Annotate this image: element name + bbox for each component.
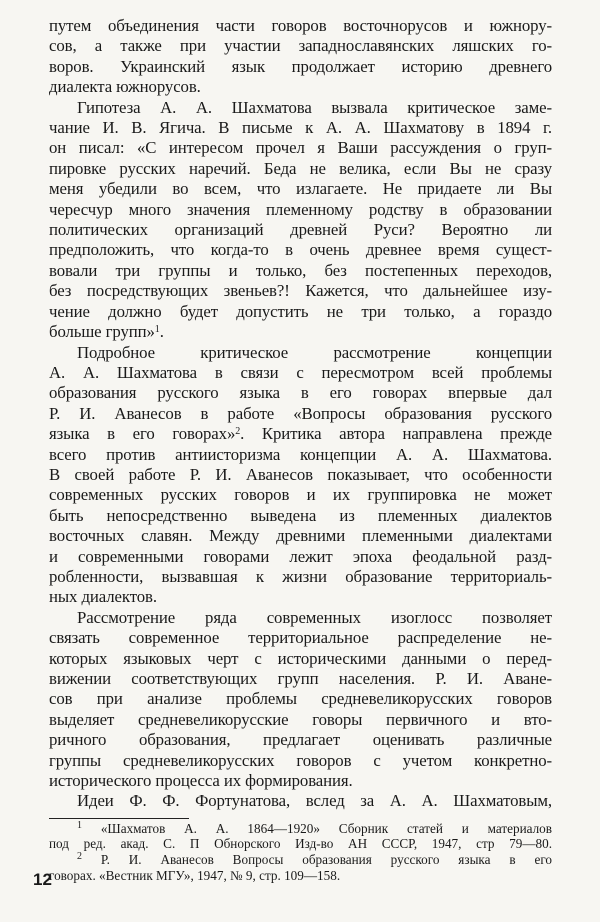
text-line: он писал: «С интересом прочел я Ваши рассуждения о груп- [49,138,552,158]
text-line: чересчур много значения племенному родству в образовании [49,199,552,219]
text-line: предположить, что когда-то в очень древнее время сущест- [49,240,552,260]
text-line: диалекта южнорусов. [49,77,201,97]
main-text [49,16,552,812]
text-line [49,424,552,444]
text-line: больше групп»$^1$. [49,322,164,342]
text-line: ных диалектов. [49,587,157,607]
text-line: чение должно будет допустить не три только, а гораздо [49,301,552,321]
text-line: восточных славян. Между древними племенными диалектами [49,526,552,546]
text-segment: языка в его говорах» [49,424,236,444]
text-line: всего против антиисторизма концепции А. А. Шахматова. [49,444,552,464]
footnote-ref-1[interactable]: 1 [154,324,160,336]
footnote-1-line-2: под ред. акад. С. П Обнорского Изд-во АН СССР, 1947, стр 79—80. [49,836,552,852]
footnote-divider [49,818,189,819]
text-line: которых языковых черт с историческими данными о перед- [49,648,552,668]
text-line: сов, а также при участии западнославянских ляшских го- [49,36,552,56]
text-segment: . Критика автора направлена прежде [240,424,552,444]
text-line: Идеи Ф. Ф. Фортунатова, вслед за А. А. Шахматовым, [77,791,552,811]
text-line: меня убедили во всем, что излагаете. Не придаете ли Вы [49,179,552,199]
footnote-text: «Шахматов А. А. 1864—1920» Сборник статей и материалов [100,820,552,836]
footnote-ref-2[interactable]: 2 [235,426,241,438]
footnote-text: Р. И. Аванесов Вопросы образования русского языка в его [100,852,552,868]
text-line: робленности, вызвавшая к жизни образование территориаль- [49,566,552,586]
text-line: вовали три группы и только, без постепенных переходов, [49,260,552,280]
paragraph-1 [49,16,552,98]
text-line: А. А. Шахматова в связи с пересмотром всей проблемы [49,362,552,382]
footnote-1 [49,821,552,837]
text-line: Подробное критическое рассмотрение концепции [77,342,552,362]
footnote-2-line-2: говорах. «Вестник МГУ», 1947, № 9, стр. 109—158. [49,867,341,883]
text-line: образования русского языка в его говорах впервые дал [49,383,552,403]
text-line: связать современное территориальное распределение не- [49,628,552,648]
text-line: без посредствующих звеньев?! Кажется, что дальнейшее изу- [49,281,552,301]
text-line: вижении соответствующих групп населения. Р. И. Аване- [49,669,552,688]
text-line: группы средневеликорусских говоров с учетом конкретно- [49,750,552,770]
text-line: исторического процесса их формирования. [49,771,353,791]
footnote-marker: 2 [77,852,82,863]
footnote-2 [49,852,552,868]
paragraph-2 [49,98,552,343]
text-line: пировке русских наречий. Беда не велика, если Вы не сразу [49,158,552,178]
text-line: быть непосредственно выведена из племенных диалектов [49,505,552,525]
paragraph-3 [49,343,552,608]
text-segment: больше групп» [49,322,155,342]
text-line: современных русских говоров и их группировка не может [49,485,552,505]
paragraph-5 [49,791,552,811]
text-line: Гипотеза А. А. Шахматова вызвала критическое заме- [77,97,552,117]
footnotes [49,821,552,883]
text-line: чание И. В. Ягича. В письме к А. А. Шахматову в 1894 г. [49,118,552,138]
text-line: В своей работе Р. И. Аванесов показывает, что особенности [49,464,552,484]
text-line: путем объединения части говоров восточнорусов и южнору- [49,16,552,35]
text-line: сов при анализе проблемы средневеликорусских говоров [49,689,552,709]
text-line: Рассмотрение ряда современных изоглосс позволяет [77,607,552,627]
paragraph-4 [49,608,552,792]
text-line: ричного образования, предлагает оценивать различные [49,730,552,750]
text-line: воров. Украинский язык продолжает историю древнего [49,56,552,76]
text-line: политических организаций древней Руси? Вероятно ли [49,220,552,240]
text-line: Р. И. Аванесов в работе «Вопросы образования русского [49,403,552,423]
text-line: выделяет средневеликорусские говоры первичного и вто- [49,709,552,729]
footnote-marker: 1 [77,820,82,831]
text-line: и современными говорами лежит эпоха феодальной разд- [49,546,552,566]
page-number: 12 [33,870,52,889]
